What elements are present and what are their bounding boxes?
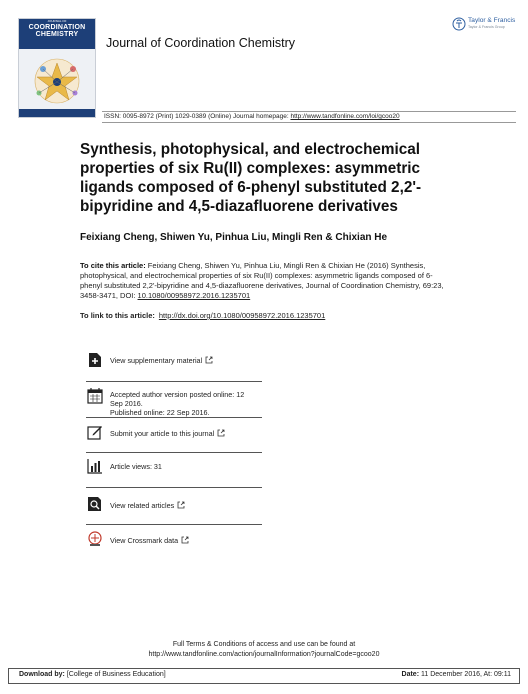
article-authors: Feixiang Cheng, Shiwen Yu, Pinhua Liu, Mingli Ren & Chixian He [80, 232, 388, 243]
cover-title-band [19, 19, 95, 49]
submit-article-item[interactable] [86, 424, 262, 442]
crossmark-text: View Crossmark data [110, 536, 179, 545]
publisher-logo[interactable] [452, 16, 516, 34]
header-divider-bottom [102, 122, 516, 123]
external-link-icon [177, 501, 185, 509]
cover-title-line2: CHEMISTRY [35, 31, 79, 38]
external-link-icon [181, 536, 189, 544]
action-divider [86, 417, 262, 418]
related-articles-item[interactable] [86, 496, 262, 514]
journal-homepage-link[interactable]: http://www.tandfonline.com/loi/gcoo20 [290, 113, 400, 120]
article-title: Synthesis, photophysical, and electrochemical properties of six Ru(II) complexes: asymmetric ligands composed of 6-phenyl substituted 2,2'-bipyridine and 4,5-diazafluorene derivatives [80, 141, 422, 215]
supplementary-material-item[interactable] [86, 352, 262, 370]
calendar-icon [87, 388, 103, 404]
submit-article-label [110, 429, 260, 438]
crossmark-item[interactable] [86, 531, 262, 551]
download-date-label: Date: [401, 671, 420, 678]
submit-article-text: Submit your article to this journal [110, 429, 215, 438]
publication-dates-label [110, 390, 260, 417]
edit-pencil-icon [87, 424, 103, 440]
citation-doi-link[interactable]: 10.1080/00958972.2016.1235701 [137, 291, 251, 301]
publisher-group-name: Taylor & Francis Group [468, 25, 505, 29]
header-divider-top [102, 111, 516, 112]
article-link-block [80, 311, 325, 320]
article-views-label: Article views: 31 [110, 462, 162, 471]
journal-title: Journal of Coordination Chemistry [106, 36, 295, 50]
cover-title-line1: COORDINATION [28, 24, 86, 31]
download-by [19, 671, 166, 678]
supplementary-material-label [110, 356, 260, 365]
terms-url[interactable]: http://www.tandfonline.com/action/journalInformation?journalCode=gcoo20 [148, 650, 380, 658]
tf-circle-logo-icon [452, 17, 466, 31]
download-by-value: [College of Business Education] [64, 671, 166, 678]
publication-dates-item [86, 388, 262, 418]
published-date-line: Published online: 22 Sep 2016. [110, 408, 210, 417]
search-document-icon [87, 496, 103, 512]
external-link-icon [205, 356, 213, 364]
crossmark-icon [87, 531, 103, 547]
terms-line1: Full Terms & Conditions of access and use can be found at [172, 641, 356, 648]
cover-footer-band [19, 109, 95, 117]
action-divider [86, 524, 262, 525]
citation-text: Feixiang Cheng, Shiwen Yu, Pinhua Liu, Mingli Ren & Chixian He (2016) Synthesis, photophysical, and electrochemical properties of six Ru(II) complexes: asymmetric ligands composed of 6-phenyl substituted 2,2'-bipyridine and 4,5-diazafluorene derivatives, Journal of Coordination Chemistry, 69:23, 3458-3471, DOI: [80, 261, 444, 301]
terms-notice [0, 640, 528, 659]
bar-chart-icon [87, 458, 103, 474]
accepted-date-line1: Accepted author version posted online: 12 [110, 390, 245, 399]
download-date-value: 11 December 2016, At: 09:11 [419, 671, 511, 678]
crossmark-label [110, 536, 260, 545]
download-by-label: Download by: [19, 671, 65, 678]
action-divider [86, 487, 262, 488]
download-date [402, 671, 511, 678]
issn-line [104, 113, 400, 120]
external-link-icon [217, 429, 225, 437]
related-articles-label [110, 501, 260, 510]
journal-cover-image [18, 18, 96, 118]
supplementary-material-text: View supplementary material [110, 356, 203, 365]
supplementary-plus-icon [87, 352, 103, 368]
accepted-date-line2: Sep 2016. [110, 399, 143, 408]
publisher-name: Taylor & Francis [468, 17, 516, 24]
cover-molecule-art [29, 55, 85, 107]
cover-small-label: JOURNAL OF [47, 19, 67, 23]
article-doi-url-link[interactable]: http://dx.doi.org/10.1080/00958972.2016.1235701 [158, 311, 326, 320]
download-footer [8, 668, 520, 684]
article-link-label: To link to this article: [80, 311, 155, 320]
action-divider [86, 452, 262, 453]
citation-block [80, 261, 450, 301]
article-views-item [86, 458, 262, 476]
issn-text: ISSN: 0095-8972 (Print) 1029-0389 (Online) Journal homepage: [104, 113, 291, 120]
action-divider [86, 381, 262, 382]
related-articles-text: View related articles [110, 501, 175, 510]
citation-label: To cite this article: [80, 261, 146, 270]
